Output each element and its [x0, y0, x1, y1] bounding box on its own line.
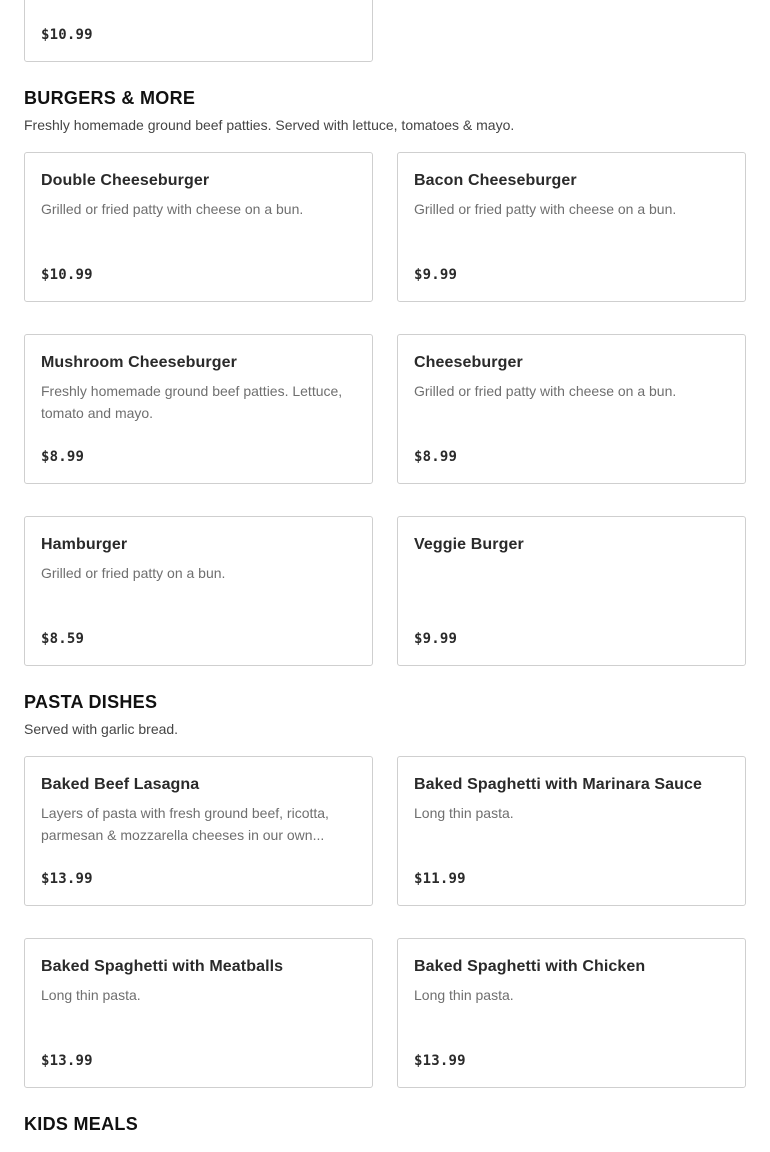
item-description: Long thin pasta. [414, 987, 514, 1003]
item-name: Mushroom Cheeseburger [41, 354, 237, 371]
item-name: Double Cheeseburger [41, 172, 210, 189]
menu-item-card[interactable] [397, 516, 746, 666]
section-title-pasta: PASTA DISHES [24, 692, 158, 712]
section-title-kids: KIDS MEALS [24, 1114, 139, 1134]
item-price: $10.99 [41, 27, 93, 43]
item-description [414, 562, 729, 606]
menu-item-card[interactable] [397, 334, 746, 484]
menu-item-card[interactable] [397, 938, 746, 1088]
menu-item-card[interactable] [397, 756, 746, 906]
item-price: $8.59 [41, 631, 85, 647]
item-price: $9.99 [414, 631, 458, 647]
item-description: Grilled or fried patty with cheese on a bun. [414, 383, 677, 399]
item-price: $9.99 [414, 267, 458, 283]
section-description-pasta: Served with garlic bread. [24, 721, 179, 737]
item-description: Long thin pasta. [41, 987, 141, 1003]
section-description-burgers: Freshly homemade ground beef patties. Served with lettuce, tomatoes & mayo. [24, 117, 515, 133]
menu-item-card[interactable] [24, 756, 373, 906]
item-description: Grilled or fried patty on a bun. [41, 565, 226, 581]
item-name: Cheeseburger [414, 354, 523, 371]
item-name: Veggie Burger [414, 536, 524, 553]
item-name: Baked Spaghetti with Meatballs [41, 958, 284, 975]
menu-item-card[interactable] [24, 938, 373, 1088]
menu-item-card[interactable] [397, 152, 746, 302]
menu-item-card[interactable] [24, 334, 373, 484]
item-description: Grilled or fried patty with cheese on a bun. [414, 201, 677, 217]
item-name: Bacon Cheeseburger [414, 172, 577, 189]
item-price: $13.99 [414, 1053, 466, 1069]
item-description: Long thin pasta. [414, 805, 514, 821]
item-price: $8.99 [414, 449, 458, 465]
item-name: Baked Spaghetti with Chicken [414, 958, 646, 975]
item-name: Baked Spaghetti with Marinara Sauce [414, 776, 703, 793]
item-description: Grilled or fried patty with cheese on a bun. [41, 201, 304, 217]
item-description: Layers of pasta with fresh ground beef, ricotta, parmesan & mozzarella cheeses in our own... [41, 805, 329, 843]
item-name: Baked Beef Lasagna [41, 776, 200, 793]
item-price: $10.99 [41, 267, 93, 283]
item-price: $11.99 [414, 871, 466, 887]
section-title-burgers: BURGERS & MORE [24, 88, 196, 108]
menu-item-card[interactable] [24, 516, 373, 666]
menu-item-card[interactable] [24, 152, 373, 302]
item-price: $8.99 [41, 449, 85, 465]
item-name: Hamburger [41, 536, 128, 553]
item-price: $13.99 [41, 871, 93, 887]
item-description: Freshly homemade ground beef patties. Lettuce, tomato and mayo. [41, 383, 343, 421]
item-price: $13.99 [41, 1053, 93, 1069]
menu-item-card[interactable] [24, 0, 373, 62]
